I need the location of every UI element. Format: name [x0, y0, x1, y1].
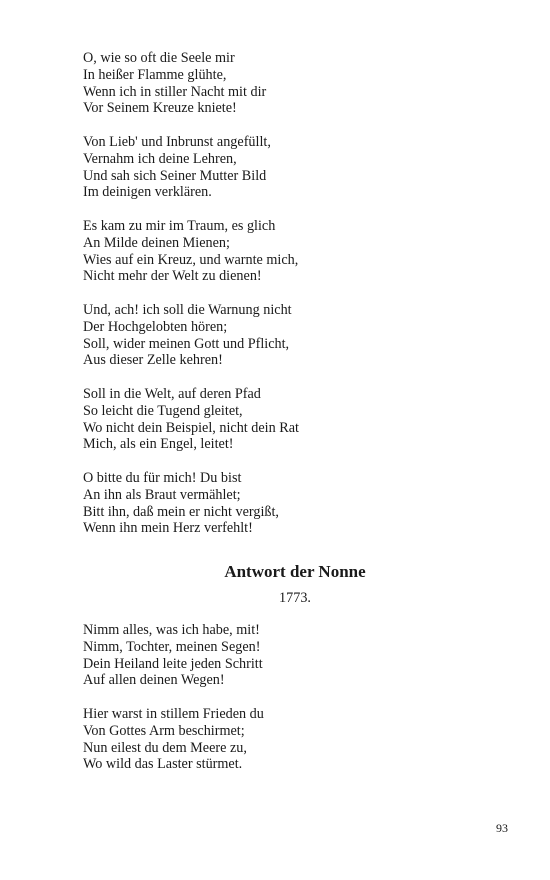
- poem-line: Der Hochgelobten hören;: [83, 318, 228, 335]
- poem-line: Vor Seinem Kreuze kniete!: [83, 100, 237, 117]
- poem-line: Bitt ihn, daß mein er nicht vergißt,: [83, 503, 279, 520]
- stanza-1: [83, 50, 463, 117]
- poem-line: O bitte du für mich! Du bist: [83, 470, 242, 486]
- poem-line: Es kam zu mir im Traum, es glich: [83, 218, 276, 234]
- poem-title-text: Antwort der Nonne: [224, 562, 366, 581]
- poem-line: Nun eilest du dem Meere zu,: [83, 739, 247, 756]
- stanza-2: [83, 134, 463, 201]
- poem-line: Wenn ihn mein Herz verfehlt!: [83, 520, 253, 537]
- poem-line: Dein Heiland leite jeden Schritt: [83, 655, 263, 672]
- poem-line: Wo nicht dein Beispiel, nicht dein Rat: [83, 419, 299, 436]
- stanza-6: [83, 470, 463, 537]
- poem-line: Mich, als ein Engel, leitet!: [83, 436, 234, 453]
- stanza-5: [83, 386, 463, 453]
- poem-line: Von Gottes Arm beschirmet;: [83, 722, 245, 739]
- poem-line: An Milde deinen Mienen;: [83, 234, 230, 251]
- poem-line: Auf allen deinen Wegen!: [83, 672, 225, 689]
- poem-line: Und sah sich Seiner Mutter Bild: [83, 167, 267, 184]
- poem-line: So leicht die Tugend gleitet,: [83, 402, 243, 419]
- poem-line: Wo wild das Laster stürmet.: [83, 756, 243, 773]
- poem-line: Im deinigen verklären.: [83, 184, 212, 201]
- stanza-3: [83, 218, 463, 285]
- page-number: 93: [496, 821, 508, 835]
- stanza-8: [83, 706, 463, 773]
- poem-line: Wies auf ein Kreuz, und warnte mich,: [83, 251, 299, 268]
- poem-line: O, wie so oft die Seele mir: [83, 50, 235, 66]
- poem-line: Aus dieser Zelle kehren!: [83, 352, 223, 369]
- poem-line: Soll in die Welt, auf deren Pfad: [83, 386, 261, 402]
- poem-line: Nimm alles, was ich habe, mit!: [83, 622, 260, 638]
- poem-line: Hier warst in stillem Frieden du: [83, 706, 264, 722]
- stanza-7: [83, 622, 463, 689]
- poem-line: Und, ach! ich soll die Warnung nicht: [83, 302, 292, 318]
- poem-line: Soll, wider meinen Gott und Pflicht,: [83, 335, 290, 352]
- poem-line: An ihn als Braut vermählet;: [83, 486, 241, 503]
- poem-line: Von Lieb' und Inbrunst angefüllt,: [83, 134, 271, 150]
- poem-line: Vernahm ich deine Lehren,: [83, 150, 237, 167]
- poem-title: [0, 562, 550, 582]
- poem-line: Nicht mehr der Welt zu dienen!: [83, 268, 262, 285]
- poem-line: In heißer Flamme glühte,: [83, 66, 227, 83]
- poem-year-text: 1773.: [279, 590, 311, 606]
- poem-year: [0, 590, 550, 607]
- stanza-4: [83, 302, 463, 369]
- poem-line: Wenn ich in stiller Nacht mit dir: [83, 83, 267, 100]
- poem-line: Nimm, Tochter, meinen Segen!: [83, 638, 261, 655]
